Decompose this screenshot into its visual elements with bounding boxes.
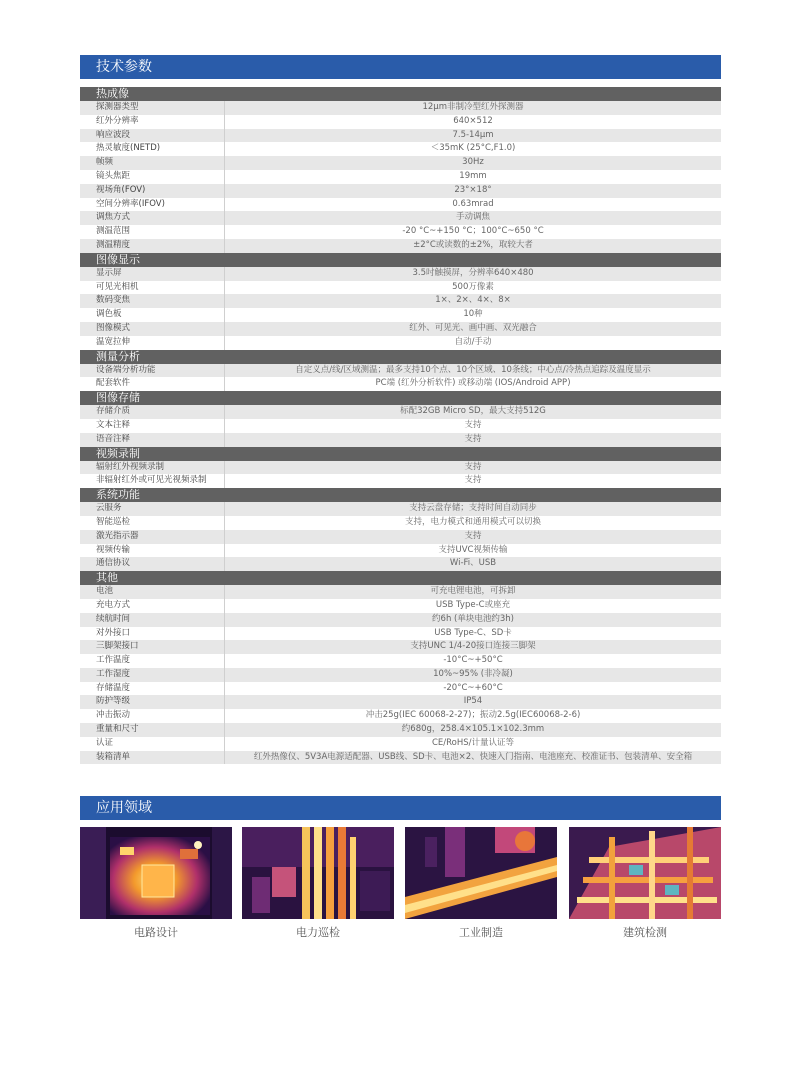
app-caption: 电力巡检 [296,926,340,939]
spec-row [80,156,721,170]
spec-row [80,170,721,184]
spec-value: 红外、可见光、画中画、双光融合 [409,322,537,333]
spec-value: USB Type-C、SD卡 [434,627,512,638]
spec-value: 12μm非制冷型红外探测器 [422,102,524,112]
spec-value: 自定义点/线/区域测温；最多支持10个点、10个区域、10条线；中心点/冷热点追踪及温度显示 [295,364,651,375]
spec-label: 对外接口 [80,627,225,641]
spec-value: IP54 [463,696,483,707]
spec-label: 测温范围 [80,225,225,239]
spec-value: 500万像素 [452,281,494,292]
app-card-industrial [405,827,557,940]
spec-label: 辐射红外视频录制 [80,461,225,475]
spec-row [80,751,721,765]
spec-value: ±2°C或读数的±2%，取较大者 [413,239,533,250]
spec-section [80,488,721,571]
spec-row [80,142,721,156]
spec-section-title: 系统功能 [80,488,721,502]
spec-value: 红外热像仪、5V3A电源适配器、USB线、SD卡、电池×2、快速入门指南、电池座充、校准证书、包装清单、安全箱 [253,751,693,762]
spec-label: 图像模式 [80,322,225,336]
spec-value: 约680g，258.4×105.1×102.3mm [401,724,545,735]
spec-value: USB Type-C或座充 [435,599,511,610]
spec-value: 手动调焦 [455,212,490,223]
spec-row [80,461,721,475]
spec-section [80,391,721,446]
spec-row [80,585,721,599]
spec-value: CE/RoHS/计量认证等 [431,737,515,748]
spec-row [80,530,721,544]
spec-row [80,308,721,322]
spec-row [80,433,721,447]
spec-row [80,211,721,225]
spec-label: 响应波段 [80,129,225,143]
spec-label: 三脚架接口 [80,640,225,654]
spec-label: 帧频 [80,156,225,170]
spec-label: 镜头焦距 [80,170,225,184]
spec-value: 支持 [464,475,482,486]
applications-gallery [80,827,721,952]
spec-value: 30Hz [462,157,484,168]
spec-value: 7.5-14μm [452,129,494,140]
spec-row [80,294,721,308]
applications-header [80,796,721,820]
spec-label: 工作湿度 [80,668,225,682]
power-line-thermal-image [242,827,394,919]
spec-row [80,198,721,212]
spec-row [80,737,721,751]
spec-row [80,267,721,281]
spec-row [80,640,721,654]
spec-section [80,350,721,392]
spec-row [80,627,721,641]
spec-section [80,447,721,489]
app-card-circuit [80,827,232,940]
spec-label: 存储介质 [80,405,225,419]
spec-row [80,377,721,391]
spec-row [80,419,721,433]
spec-row [80,502,721,516]
spec-label: 充电方式 [80,599,225,613]
spec-label: 调焦方式 [80,211,225,225]
spec-row [80,129,721,143]
spec-value: 640×512 [453,115,493,126]
circuit-board-thermal-image [80,827,232,919]
spec-label: 通信协议 [80,557,225,571]
spec-value: -20 °C~+150 °C；100°C~650 °C [402,226,544,237]
app-card-power [242,827,394,940]
spec-value: 支持云盘存储；支持时间自动同步 [409,503,537,514]
spec-label: 数码变焦 [80,294,225,308]
spec-label: 温宽拉伸 [80,336,225,350]
spec-value: 支持 [464,419,482,430]
spec-value: 支持UNC 1/4-20接口连接三脚架 [410,641,536,652]
spec-row [80,474,721,488]
spec-value: 支持，电力模式和通用模式可以切换 [404,516,541,527]
spec-value: Wi-Fi、USB [449,558,497,569]
spec-header [80,55,721,79]
spec-row [80,336,721,350]
spec-label: 显示屏 [80,267,225,281]
spec-value: -20°C~+60°C [443,682,503,693]
spec-label: 文本注释 [80,419,225,433]
spec-table [80,87,721,764]
spec-row [80,709,721,723]
spec-value: 支持 [464,433,482,444]
spec-label: 智能巡检 [80,516,225,530]
spec-label: 红外分辨率 [80,115,225,129]
spec-label: 续航时间 [80,613,225,627]
spec-label: 可见光相机 [80,281,225,295]
spec-value: 10%~95% (非冷凝) [433,668,513,679]
spec-label: 配套软件 [80,377,225,391]
spec-row [80,613,721,627]
spec-row [80,364,721,378]
spec-value: 可充电锂电池，可拆卸 [430,586,516,597]
spec-section-title: 图像存储 [80,391,721,405]
spec-row [80,516,721,530]
spec-label: 测温精度 [80,239,225,253]
spec-label: 热灵敏度(NETD) [80,142,225,156]
spec-value: 自动/手动 [454,336,492,347]
spec-label: 装箱清单 [80,751,225,765]
spec-label: 存储温度 [80,682,225,696]
spec-section [80,87,721,253]
spec-row [80,599,721,613]
spec-section-title: 其他 [80,571,721,585]
spec-section-title: 图像显示 [80,253,721,267]
spec-header-title: 技术参数 [96,59,152,75]
spec-section [80,253,721,350]
spec-value: 冲击25g(IEC 60068-2-27)；振动2.5g(IEC60068-2-6) [365,710,581,721]
spec-row [80,544,721,558]
app-card-building [569,827,721,940]
spec-label: 云服务 [80,502,225,516]
spec-row [80,668,721,682]
industrial-machine-thermal-image [405,827,557,919]
spec-value: 23°×18° [454,184,492,195]
spec-row [80,682,721,696]
spec-row [80,654,721,668]
app-caption: 建筑检测 [623,926,667,939]
spec-label: 空间分辨率(IFOV) [80,198,225,212]
spec-section-title: 测量分析 [80,350,721,364]
spec-value: 1×、2×、4×、8× [435,295,511,306]
spec-value: 10种 [463,309,483,320]
spec-value: ＜35mK (25°C,F1.0) [430,143,516,154]
building-structure-thermal-image [569,827,721,919]
spec-label: 语音注释 [80,433,225,447]
spec-section [80,571,721,764]
spec-row [80,723,721,737]
app-caption: 电路设计 [134,926,178,939]
spec-value: PC端 (红外分析软件) 或移动端 (IOS/Android APP) [375,378,571,389]
spec-row [80,115,721,129]
spec-label: 探测器类型 [80,101,225,115]
spec-row [80,405,721,419]
applications-header-title: 应用领域 [96,800,152,816]
spec-label: 视场角(FOV) [80,184,225,198]
spec-value: 支持UVC视频传输 [438,544,508,555]
spec-value: 约6h (单块电池约3h) [432,613,514,624]
spec-row [80,557,721,571]
spec-row [80,184,721,198]
spec-row [80,101,721,115]
spec-label: 调色板 [80,308,225,322]
spec-label: 防护等级 [80,695,225,709]
spec-section-title: 视频录制 [80,447,721,461]
spec-label: 重量和尺寸 [80,723,225,737]
spec-row [80,322,721,336]
spec-section-title: 热成像 [80,87,721,101]
spec-label: 工作温度 [80,654,225,668]
spec-value: 支持 [464,530,482,541]
spec-value: 0.63mrad [452,198,494,209]
spec-label: 视频传输 [80,544,225,558]
spec-label: 非辐射红外或可见光视频录制 [80,474,225,488]
spec-label: 激光指示器 [80,530,225,544]
spec-value: 3.5吋触摸屏，分辨率640×480 [412,267,534,278]
spec-row [80,281,721,295]
spec-label: 冲击振动 [80,709,225,723]
spec-value: -10°C~+50°C [443,655,503,666]
app-caption: 工业制造 [459,926,503,939]
spec-row [80,239,721,253]
spec-label: 认证 [80,737,225,751]
spec-row [80,695,721,709]
spec-label: 电池 [80,585,225,599]
spec-value: 标配32GB Micro SD，最大支持512G [400,406,546,417]
spec-row [80,225,721,239]
spec-value: 支持 [464,461,482,472]
spec-label: 设备端分析功能 [80,364,225,378]
spec-value: 19mm [459,170,487,181]
